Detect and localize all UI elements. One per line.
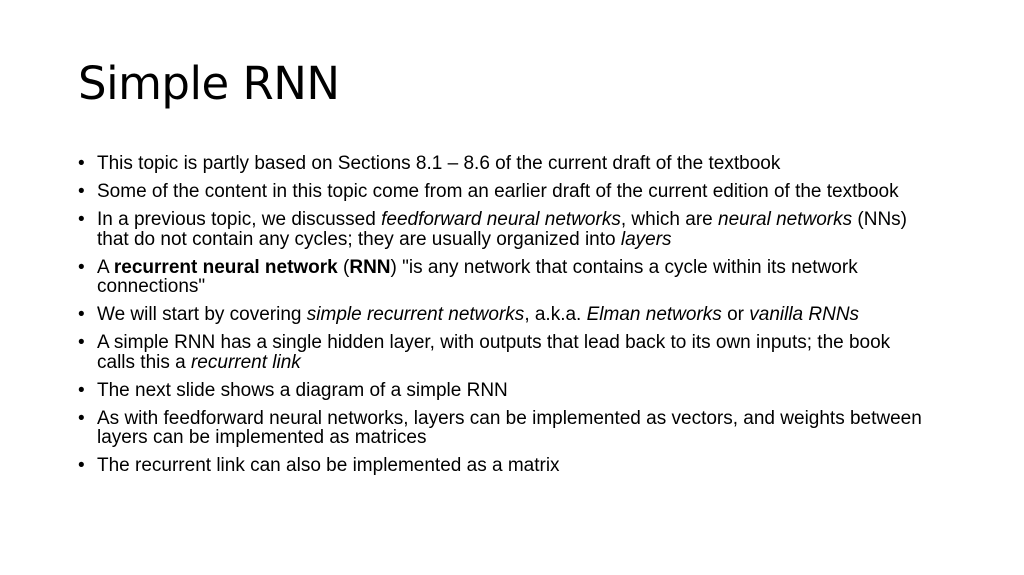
bullet-dot-icon: • xyxy=(78,153,85,174)
bullet-text: Some of the content in this topic come from an earlier draft of the current edition of the textbook xyxy=(97,181,899,202)
bold-text: recurrent neural network xyxy=(113,256,338,278)
italic-text: neural networks xyxy=(718,209,853,230)
bullet-list xyxy=(78,154,930,484)
italic-text: feedforward neural networks xyxy=(381,209,621,230)
bullet-text: As with feedforward neural networks, layers can be implemented as vectors, and weights between layers can be implemented as matrices xyxy=(97,407,922,448)
bullet-item xyxy=(78,182,930,202)
bullet-dot-icon: • xyxy=(78,209,85,230)
bullet-item xyxy=(78,409,930,448)
italic-text: vanilla RNNs xyxy=(749,304,860,325)
bullet-text: ) "is any network that contains a cycle within its network connections" xyxy=(97,256,858,297)
bullet-text: This topic is partly based on Sections 8.1 – 8.6 of the current draft of the textbook xyxy=(97,153,781,174)
bullet-text: , which are xyxy=(620,209,718,230)
bullet-text: , a.k.a. xyxy=(524,304,587,325)
bullet-item xyxy=(78,456,930,476)
bold-text: RNN xyxy=(349,256,391,278)
bullet-dot-icon: • xyxy=(78,181,85,202)
bullet-text: A simple RNN has a single hidden layer, with outputs that lead back to its own inputs; the book calls this a xyxy=(97,332,891,373)
bullet-dot-icon: • xyxy=(78,455,85,476)
bullet-item xyxy=(78,258,930,297)
bullet-item xyxy=(78,210,930,249)
italic-text: recurrent link xyxy=(190,351,301,373)
bullet-item xyxy=(78,305,930,325)
bullet-item xyxy=(78,333,930,372)
bullet-item xyxy=(78,381,930,401)
bullet-item xyxy=(78,154,930,174)
italic-text: Elman networks xyxy=(586,304,722,325)
bullet-dot-icon: • xyxy=(78,332,85,353)
bullet-dot-icon: • xyxy=(78,304,85,325)
bullet-text: In a previous topic, we discussed xyxy=(97,209,382,230)
bullet-text: A xyxy=(97,256,114,278)
bullet-text: (NNs) that do not contain any cycles; they are usually organized into xyxy=(97,209,908,250)
bullet-dot-icon: • xyxy=(78,256,85,278)
bullet-text: or xyxy=(721,304,750,325)
italic-text: simple recurrent networks xyxy=(306,304,525,325)
bullet-text: The next slide shows a diagram of a simple RNN xyxy=(97,379,508,401)
bullet-text: We will start by covering xyxy=(97,304,307,325)
bullet-dot-icon: • xyxy=(78,379,85,401)
slide-title: Simple RNN xyxy=(78,57,340,110)
bullet-text: ( xyxy=(337,256,350,278)
bullet-dot-icon: • xyxy=(78,407,85,429)
bullet-text: The recurrent link can also be implemented as a matrix xyxy=(97,455,560,476)
italic-text: layers xyxy=(620,228,672,250)
